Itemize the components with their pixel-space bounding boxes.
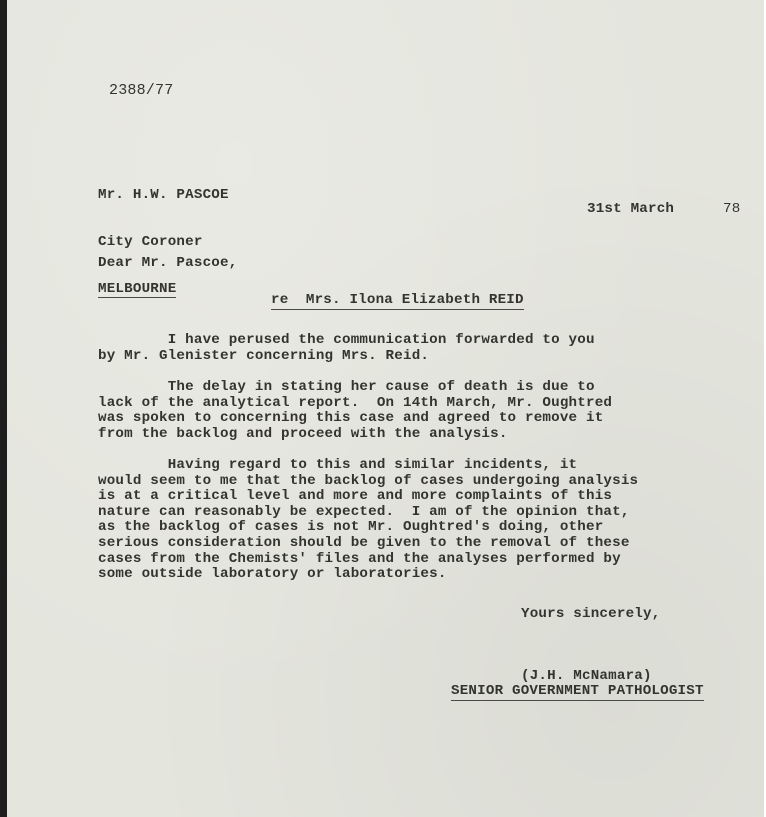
subject-line [271, 293, 524, 310]
recipient-address [98, 157, 229, 329]
letter-page [7, 0, 764, 817]
closing: Yours sincerely, [521, 606, 661, 622]
signatory-name: (J.H. McNamara) [521, 668, 652, 684]
subject-name: Mrs. Ilona Elizabeth REID [305, 292, 524, 308]
paragraph-1: I have perused the communication forwarded to you by Mr. Glenister concerning Mrs. Reid. [98, 332, 595, 364]
recipient-title: City Coroner [98, 233, 203, 250]
recipient-name: Mr. H.W. PASCOE [98, 187, 229, 204]
reference-number: 2388/77 [109, 82, 174, 99]
paragraph-3: Having regard to this and similar incidents, it would seem to me that the backlog of cases undergoing analysis is at a critical level and more and more complaints of this nature can reasonably be expected. I am of the opinion that, as the backlog of cases is not Mr. Oughtred's doing, other serious consideration should be given to the removal of these cases from the Chemists' files and the analyses performed by some outside laboratory or laboratories. [98, 457, 639, 583]
signatory-title: SENIOR GOVERNMENT PATHOLOGIST [451, 683, 704, 699]
letter-date-year: 78 [723, 201, 741, 217]
salutation: Dear Mr. Pascoe, [98, 255, 238, 271]
subject-prefix: re [271, 292, 289, 308]
recipient-city: MELBOURNE [98, 280, 177, 297]
paragraph-2: The delay in stating her cause of death is due to lack of the analytical report. On 14th March, Mr. Oughtred was spoken to concerning this case and agreed to remove it from the backlog and proceed with the analysis. [98, 379, 613, 442]
letter-date-day-month: 31st March [587, 201, 675, 217]
left-frame-edge [0, 0, 7, 817]
